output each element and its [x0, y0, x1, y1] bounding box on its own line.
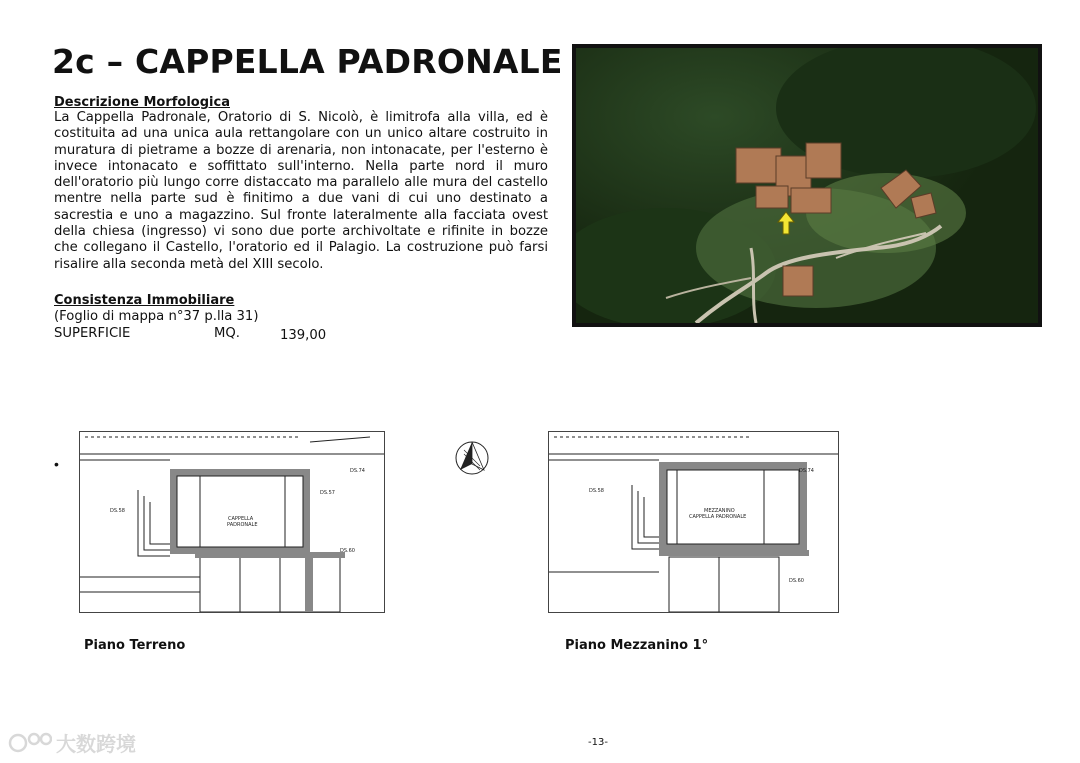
room-label-2: PADRONALE — [227, 522, 258, 528]
svg-text:DS.57: DS.57 — [320, 490, 335, 496]
consistency-heading: Consistenza Immobiliare — [54, 293, 235, 308]
floor-plan-ground — [79, 431, 385, 613]
aerial-photo — [572, 44, 1042, 327]
north-arrow-icon — [452, 436, 492, 481]
svg-text:DS.58: DS.58 — [589, 488, 604, 494]
bullet-mark: • — [54, 456, 59, 472]
foglio-reference: (Foglio di mappa n°37 p.lla 31) — [54, 309, 259, 324]
watermark — [8, 728, 136, 757]
description-text: La Cappella Padronale, Oratorio di S. Nicolò, è limitrofa alla villa, ed è costituita ad una unica aula rettangolare con un unico altare costruito in muratura di pietrame a bozze di arenaria, non intonacate, per l'esterno è invece intonacato e soffittato sull'interno. Nella parte nord il muro dell'oratorio più lungo corre distaccato ma parallelo alle mura del castello mentre nella parte sud è finitimo a due vani di cui uno destinato a sacrestia e uno a magazzino. Sul fronte lateralmente alla facciata ovest della chiesa (ingresso) vi sono due porte archivoltate e rifinite in bozze che collegano il Castello, l'oratorio ed il Palagio. La costruzione può farsi risalire alla seconda metà del XIII secolo. — [54, 110, 548, 272]
room-label-4: CAPPELLA PADRONALE — [689, 514, 747, 520]
watermark-text: 大数跨境 — [56, 732, 136, 756]
svg-text:DS.58: DS.58 — [110, 508, 125, 514]
svg-text:DS.60: DS.60 — [340, 548, 355, 554]
page-title: 2c – CAPPELLA PADRONALE — [52, 42, 563, 81]
room-label-1: CAPPELLA — [228, 516, 254, 522]
room-label-3: MEZZANINO — [704, 508, 735, 514]
plan-caption-ground: Piano Terreno — [84, 638, 186, 653]
svg-text:DS.74: DS.74 — [799, 468, 814, 474]
watermark-logo-icon — [8, 731, 52, 755]
svg-text:DS.74: DS.74 — [350, 468, 365, 474]
plan-caption-mezzanine: Piano Mezzanino 1° — [565, 638, 709, 653]
surface-label: SUPERFICIE — [54, 326, 131, 341]
description-heading: Descrizione Morfologica — [54, 95, 230, 110]
page-number: -13- — [588, 737, 608, 748]
svg-text:DS.60: DS.60 — [789, 578, 804, 584]
floor-plan-mezzanine — [548, 431, 839, 613]
surface-unit: MQ. — [214, 326, 240, 341]
surface-value: 139,00 — [280, 328, 327, 343]
